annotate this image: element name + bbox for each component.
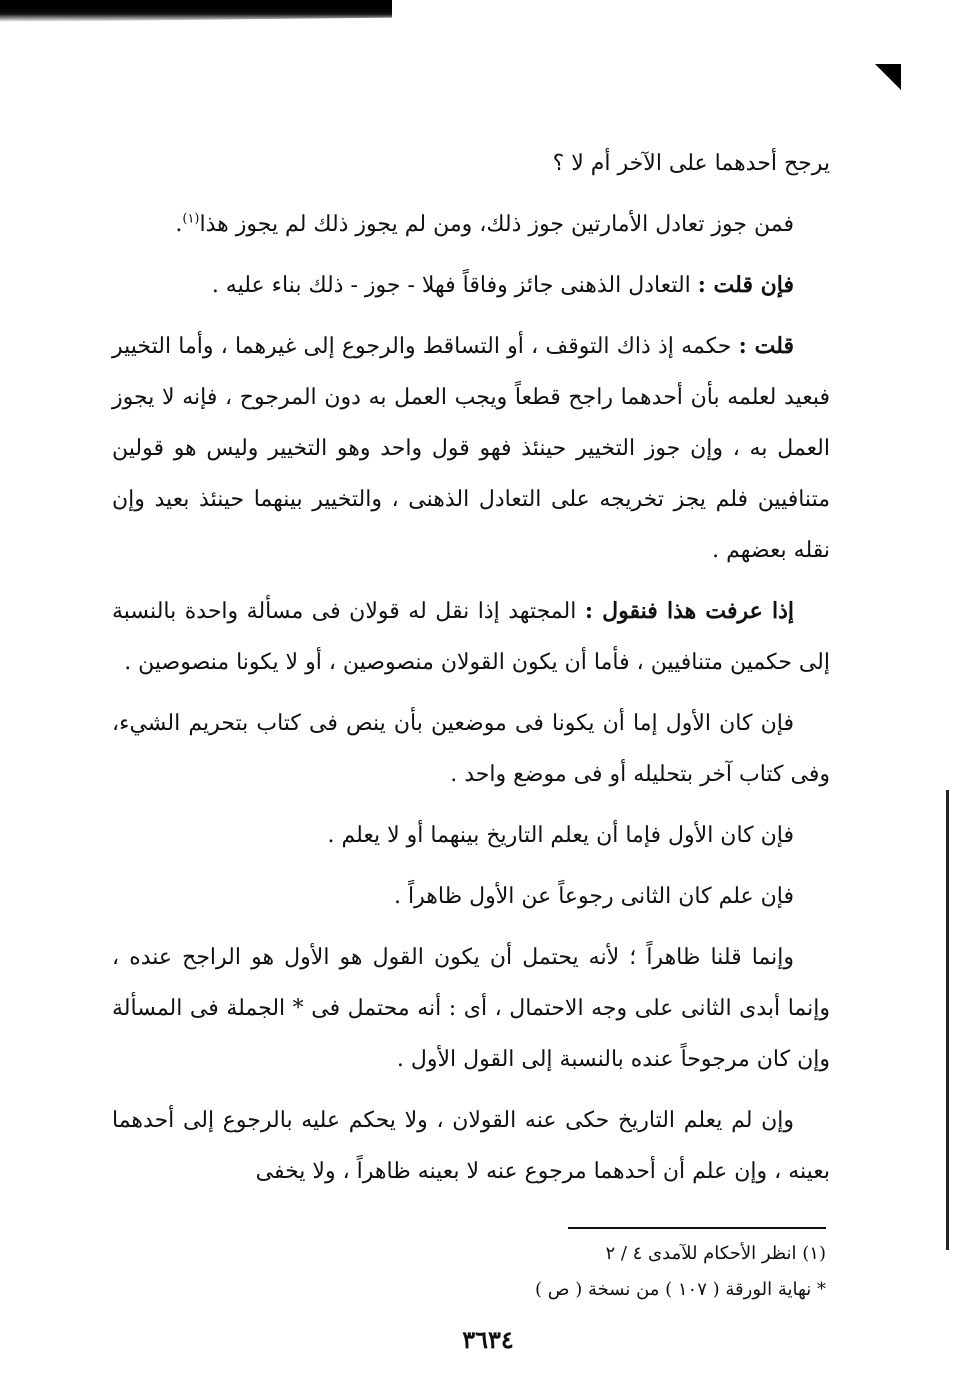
footnotes xyxy=(430,1236,826,1308)
paragraph-text: المجتهد إذا نقل له قولان فى مسألة واحدة بالنسبة إلى حكمين متنافيين ، فأما أن يكون القولان منصوصين ، أو لا يكونا منصوصين . xyxy=(112,599,830,675)
paragraph xyxy=(112,260,830,311)
paragraph-text: وإنما قلنا ظاهراً ؛ لأنه يحتمل أن يكون القول هو الأول هو الراجح عنده ، وإنما أبدى الثانى على وجه الاحتمال ، أى : أنه محتمل فى * الجملة فى المسألة وإن كان مرجوحاً عنده بالنسبة إلى القول الأول . xyxy=(112,945,830,1072)
paragraph-text: فإن كان الأول إما أن يكونا فى موضعين بأن ينص فى كتاب بتحريم الشيء، وفى كتاب آخر بتحليله أو فى موضع واحد . xyxy=(112,711,830,787)
footnote-ref: (١) xyxy=(182,211,200,227)
paragraph-text: وإن لم يعلم التاريخ حكى عنه القولان ، ولا يحكم عليه بالرجوع إلى أحدهما بعينه ، وإن علم أن أحدهما مرجوع عنه لا بعينه ظاهراً ، ولا يخفى xyxy=(112,1108,830,1184)
paragraph xyxy=(112,321,830,576)
paragraph xyxy=(112,698,830,800)
footnote-2: * نهاية الورقة ( ١٠٧ ) من نسخة ( ص ) xyxy=(535,1279,826,1300)
paragraph-text: فمن جوز تعادل الأمارتين جوز ذلك، ومن لم يجوز ذلك لم يجوز هذا xyxy=(199,212,794,237)
paragraph: فمن جوز تعادل الأمارتين جوز ذلك، ومن لم يجوز ذلك لم يجوز هذا$^{(١)}$. xyxy=(175,211,794,237)
paragraph-lead: إذا عرفت هذا فنقول : xyxy=(584,598,794,624)
paragraph xyxy=(112,871,830,922)
paragraph-text: حكمه إذ ذاك التوقف ، أو التساقط والرجوع إلى غيرهما ، وأما التخيير فبعيد لعلمه بأن أحدهما راجح قطعاً ويجب العمل به دون المرجوح ، فإنه لا يجوز العمل به ، وإن جوز التخيير حينئذ فهو قول واحد وهو التخيير وليس هو قولين متنافيين فلم يجز تخريجه على التعادل الذهنى ، والتخيير بينهما حينئذ بعيد وإن نقله بعضهم . xyxy=(112,334,830,563)
paragraph-lead: قلت : xyxy=(738,333,794,359)
paragraph-text: يرجح أحدهما على الآخر أم لا ؟ xyxy=(552,151,830,176)
main-text xyxy=(112,138,830,1207)
paragraph xyxy=(112,810,830,861)
scan-edge-bar xyxy=(0,0,392,22)
scan-edge-line xyxy=(946,790,949,1250)
footnote-separator xyxy=(568,1227,826,1229)
paragraph xyxy=(112,138,830,189)
paragraph xyxy=(112,932,830,1085)
paragraph-text: التعادل الذهنى جائز وفاقاً فهلا - جوز - ذلك بناء عليه . xyxy=(211,273,698,298)
paragraph xyxy=(112,1095,830,1197)
footnote-1: (١) انظر الأحكام للآمدى ٤ / ٢ xyxy=(605,1243,826,1264)
paragraph xyxy=(112,586,830,688)
paragraph-text: فإن علم كان الثانى رجوعاً عن الأول ظاهراً . xyxy=(394,884,794,909)
paragraph-lead: فإن قلت : xyxy=(697,272,794,298)
corner-triangle-mark xyxy=(875,64,901,90)
paragraph-text: فإن كان الأول فإما أن يعلم التاريخ بينهما أو لا يعلم . xyxy=(327,823,794,848)
page-number: ٣٦٣٤ xyxy=(462,1325,514,1354)
